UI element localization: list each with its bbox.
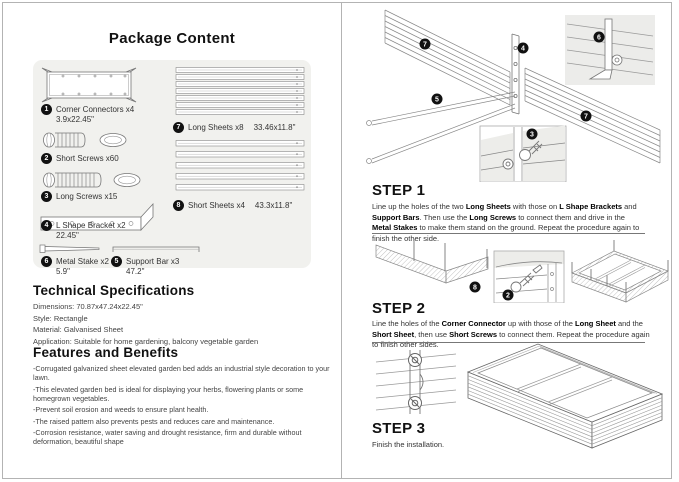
item-number-badge: 2 <box>41 153 52 164</box>
item-number-badge: 3 <box>41 191 52 202</box>
step2-instructions: Line the holes of the Corner Connector up with those of the Long Sheet and the Short Sheet, then use Short Screws to connect them. Repeat the procedure again to finish other sides. <box>372 319 650 350</box>
badge-support-bar <box>432 94 443 105</box>
pkg-item-short-screws <box>41 153 119 164</box>
badge-short-sheet <box>470 282 481 293</box>
feature-line: -This elevated garden bed is ideal for displaying your herbs, flowering plants or some homegrown vegetables. <box>33 384 304 403</box>
spec-application: Application: Suitable for home gardening, balcony vegetable garden <box>33 336 259 346</box>
feature-line: -Corrugated galvanized sheet elevated garden bed adds an industrial style decoration to your lawn. <box>33 364 330 382</box>
features-and-benefits <box>33 345 333 446</box>
pkg-item-l-shape-bracket <box>41 220 126 242</box>
svg-text:6: 6 <box>597 34 601 42</box>
spec-material: Material: Galvanised Sheet <box>33 325 124 335</box>
step3-connector-inset <box>374 350 458 414</box>
pkg-item-long-sheets <box>173 122 295 133</box>
item-number-badge: 8 <box>173 200 184 211</box>
long-sheets-illustration <box>175 67 305 117</box>
pkg-item-support-bar <box>111 256 179 278</box>
svg-text:3: 3 <box>530 131 534 139</box>
item-number-badge: 7 <box>173 122 184 133</box>
svg-text:5: 5 <box>435 96 439 104</box>
svg-text:7: 7 <box>423 41 427 49</box>
pkg-item-short-sheets <box>173 200 292 211</box>
pkg-item-corner-connectors <box>41 104 134 126</box>
item-label: Metal Stake x2 5.9" <box>56 257 109 277</box>
item-label: Support Bar x3 47.2" <box>126 257 180 277</box>
metal-stake-illustration <box>39 244 103 254</box>
step3-finished-bed <box>460 336 670 450</box>
item-label: L Shape Bracket x2 22.45" <box>56 221 126 241</box>
svg-text:4: 4 <box>521 45 525 53</box>
features-title: Features and Benefits <box>33 345 179 360</box>
item-label: Corner Connectors x4 3.9x22.45" <box>56 105 135 125</box>
step2-illustration <box>370 237 670 303</box>
long-screw-illustration <box>41 168 153 192</box>
page-title: Package Content <box>108 30 236 47</box>
divider-step1 <box>372 233 645 234</box>
item-number-badge: 5 <box>111 256 122 267</box>
item-number-badge: 1 <box>41 104 52 115</box>
feature-line: -Corrosion resistance, water saving and drought resistance, firm and durable without deformation, beautiful shape <box>33 428 302 447</box>
support-bar-illustration <box>111 244 201 254</box>
spec-dimensions: Dimensions: 70.87x47.24x22.45" <box>33 302 143 311</box>
package-content-box <box>33 60 311 277</box>
svg-text:2: 2 <box>506 292 510 300</box>
column-divider <box>341 2 342 479</box>
corner-connector-illustration <box>41 67 137 103</box>
svg-text:7: 7 <box>584 113 588 121</box>
badge-stake <box>594 32 605 43</box>
step2-title: STEP 2 <box>372 300 426 317</box>
pkg-item-metal-stake <box>41 256 109 278</box>
item-label: Long Screws x15 <box>56 192 118 201</box>
technical-specifications <box>33 283 323 346</box>
spec-style: Style: Rectangle <box>33 313 88 323</box>
item-number-badge: 4 <box>41 220 52 231</box>
svg-text:8: 8 <box>473 284 477 292</box>
step3-instructions: Finish the installation. <box>372 440 445 449</box>
step3-title: STEP 3 <box>372 420 426 437</box>
item-number-badge: 6 <box>41 256 52 267</box>
screw-inset <box>480 126 566 183</box>
step1-illustration <box>348 4 670 182</box>
item-label: Short Screws x60 <box>56 154 119 163</box>
feature-line: -The raised pattern also prevents pests and reduces care and maintenance. <box>33 416 275 426</box>
assembled-frame-drawing <box>572 240 668 302</box>
badge-long-sheet-left <box>420 39 431 50</box>
stake-inset <box>565 15 655 85</box>
corner-piece-drawing <box>376 239 488 283</box>
long-sheet-left-drawing <box>385 10 510 105</box>
badge-bracket <box>518 43 529 54</box>
step1-title: STEP 1 <box>372 182 426 199</box>
short-sheets-illustration <box>175 140 305 194</box>
pkg-item-long-screws <box>41 191 117 202</box>
badge-short-screw <box>503 290 514 301</box>
step1-instructions: Line up the holes of the two Long Sheets with those on L Shape Brackets and Support Bars. Then use the Long Screws to connect them and drive in the Metal Stakes to make them stand on the ground. Repeat the procedure again to finish the other side. <box>372 202 640 243</box>
feature-line: -Prevent soil erosion and weeds to ensure plant health. <box>33 405 209 415</box>
badge-long-screw <box>527 129 538 140</box>
short-screw-illustration <box>41 128 141 152</box>
item-label: Short Sheets x4 43.3x11.8" <box>188 201 293 210</box>
item-label: Long Sheets x8 33.46x11.8" <box>188 123 296 132</box>
badge-long-sheet-right <box>581 111 592 122</box>
tech-specs-title: Technical Specifications <box>33 283 195 298</box>
